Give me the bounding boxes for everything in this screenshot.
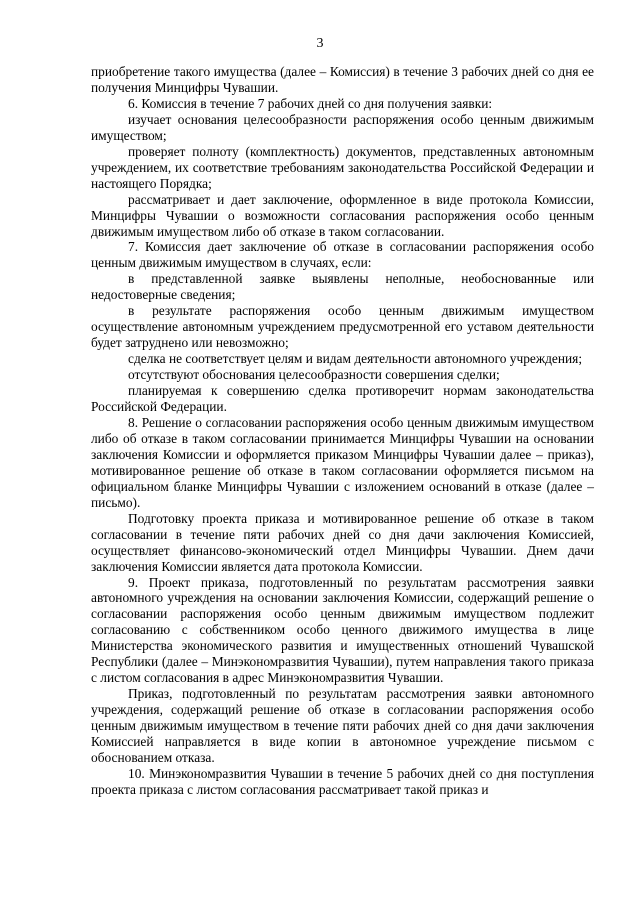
paragraph-continuation: приобретение такого имущества (далее – Комиссия) в течение 3 рабочих дней со дня ее получения Минцифры Чувашии. (91, 64, 594, 95)
page-number: 3 (316, 36, 324, 51)
paragraph-subitem: проверяет полноту (комплектность) документов, представленных автономным учреждением, их соответствие требованиям законодательства Российской Федерации и настоящего Порядка; (91, 143, 594, 191)
paragraph-subitem: отсутствуют обоснования целесообразности совершения сделки; (128, 367, 500, 383)
document-body (91, 64, 594, 798)
paragraph-subitem: изучает основания целесообразности распоряжения особо ценным движимым имуществом; (91, 111, 594, 143)
paragraph: Подготовку проекта приказа и мотивированное решение об отказе в таком согласовании в течение пяти рабочих дней со дня дачи заключения Комиссией, осуществляет финансово-экономический отдел Минцифры Чувашии. Днем дачи заключения Комиссии является дата протокола Комиссии. (91, 510, 594, 574)
paragraph-item-7: 7. Комиссия дает заключение об отказе в согласовании распоряжения особо ценным движимым имуществом в случаях, если: (91, 239, 594, 271)
paragraph-item-10: 10. Минэкономразвития Чувашии в течение 5 рабочих дней со дня поступления проекта приказа с листом согласования рассматривает такой приказ и (91, 765, 594, 797)
paragraph-subitem: рассматривает и дает заключение, оформленное в виде протокола Комиссии, Минцифры Чувашии о возможности согласования распоряжения особо ценным движимым имуществом либо об отказе в таком согласовании. (91, 191, 594, 239)
paragraph-subitem: планируемая к совершению сделка противоречит нормам законодательства Российской Федерации. (91, 383, 594, 415)
paragraph: Приказ, подготовленный по результатам рассмотрения заявки автономного учреждения, содержащий решение об отказе в согласовании распоряжения особо ценным движимым имуществом в течение пяти рабочих дней со дня дачи заключения Комиссией направляется в виде копии в автономное учреждение письмом с обоснованием отказа. (91, 686, 594, 765)
paragraph-subitem: в представленной заявке выявлены неполные, необоснованные или недостоверные сведения; (91, 271, 594, 303)
paragraph-subitem: в результате распоряжения особо ценным движимым имуществом осуществление автономным учреждением предусмотренной его уставом деятельности будет затруднено или невозможно; (91, 303, 594, 351)
paragraph-item-6: 6. Комиссия в течение 7 рабочих дней со дня получения заявки: (128, 95, 493, 111)
paragraph-item-9: 9. Проект приказа, подготовленный по результатам рассмотрения заявки автономного учреждения на основании заключения Комиссии, содержащий решение о согласовании распоряжения особо ценным движимым имуществом подлежит согласованию с собственником особо ценного движимого имущества в лице Министерства экономического развития и имущественных отношений Чувашской Республики (далее – Минэкономразвития Чувашии), путем направления такого приказа с листом согласования в адрес Минэкономразвития Чувашии. (91, 574, 594, 686)
paragraph-subitem: сделка не соответствует целям и видам деятельности автономного учреждения; (128, 351, 583, 367)
paragraph-item-8: 8. Решение о согласовании распоряжения особо ценным движимым имуществом либо об отказе в таком согласовании принимается Минцифры Чувашии на основании заключения Комиссии и оформляется приказом Минцифры Чувашии далее – приказ), мотивированное решение об отказе в таком согласовании оформляется письмом на официальном бланке Минцифры Чувашии с изложением оснований в отказе (далее – письмо). (91, 414, 594, 510)
